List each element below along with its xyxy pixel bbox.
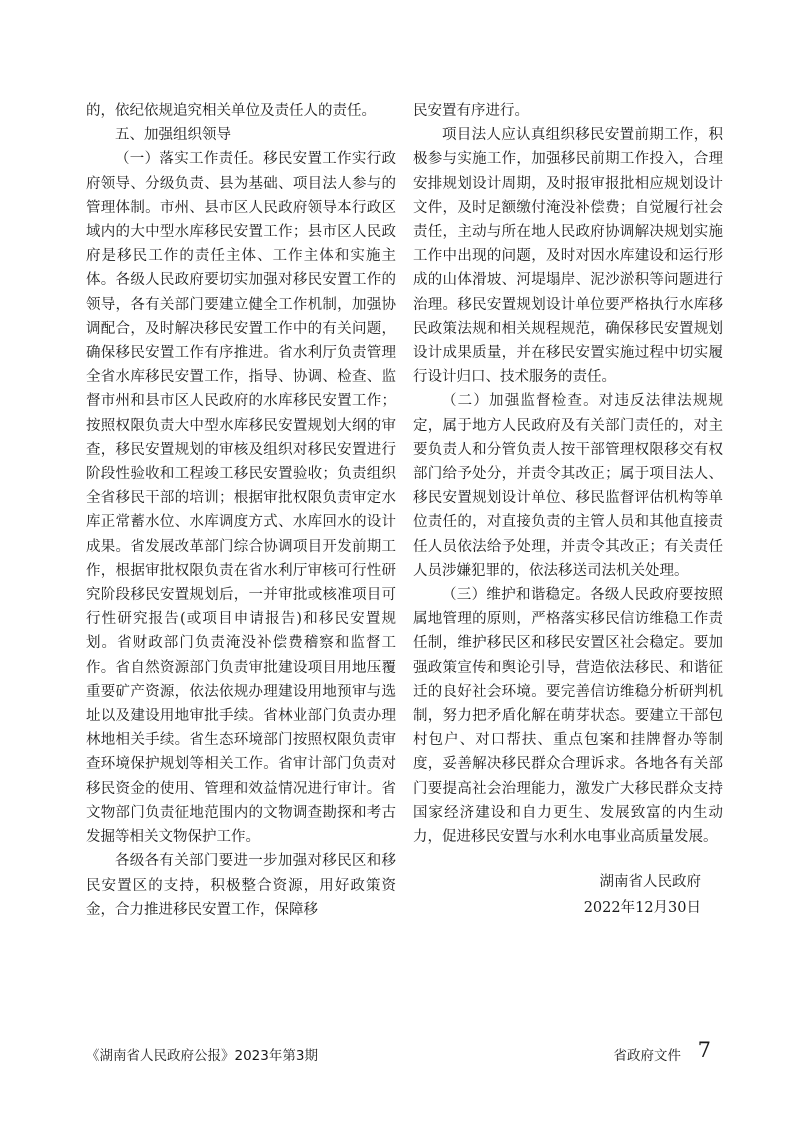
signature-organization: 湖南省人民政府: [599, 874, 701, 891]
paragraph: 项目法人应认真组织移民安置前期工作，积极参与实施工作，加强移民前期工作投入，合理安排规划设计周期，及时报审报批相应规划设计文件，及时足额缴付淹没补偿费；自觉履行社会责任，主动与所在地人民政府协调解决规划实施工作中出现的问题，及时对因水库建设和运行形成的山体滑坡、河堤塌岸、泥沙淤积等问题进行治理。移民安置规划设计单位要严格执行水库移民政策法规和相关规程规范，确保移民安置规划设计成果质量，并在移民安置实施过程中切实履行设计归口、技术服务的责任。: [413, 127, 723, 386]
section-heading: 五、加强组织领导: [115, 127, 231, 144]
subsection-label: （三）维护和谐稳定。: [442, 587, 591, 604]
signature-date: 2022年12月30日: [583, 900, 701, 917]
signature-block: [413, 869, 723, 921]
paragraph-text: 对违反法律法规规定，属于地方人民政府及有关部门责任的，对主要负责人和分管负责人按干部管理权限移交有权部门给予处分，并责令其改正；属于项目法人、移民安置规划设计单位、移民监督评估机构等单位责任的，对直接负责的主管人员和其他直接责任人员依法给予处理，并责令其改正；有关责任人员涉嫌犯罪的，依法移送司法机关处理。: [413, 393, 724, 579]
page-footer: [86, 1038, 711, 1066]
paragraph: 各级各有关部门要进一步加强对移民区和移民安置区的支持，积极整合资源，用好政策资金，合力推进移民安置工作，保障移: [86, 853, 396, 918]
paragraph: 的，依纪依规追究相关单位及责任人的责任。: [86, 103, 376, 119]
paragraph-text: 各级人民政府要按照属地管理的原则，严格落实移民信访维稳工作责任制，维护移民区和移民安置区社会稳定。要加强政策宣传和舆论引导，营造依法移民、和谐征迁的良好社会环境。要完善信访维稳分析研判机制，努力把矛盾化解在萌芽状态。要建立干部包村包户、对口帮扶、重点包案和挂牌督办等制度，妥善解决移民群众合理诉求。各地各有关部门要提高社会治理能力，激发广大移民群众支持国家经济建设和自力更生、发展致富的内生动力，促进移民安置与水利水电事业高质量发展。: [413, 587, 724, 846]
right-column: [413, 99, 723, 921]
page-number: 7: [697, 1038, 711, 1062]
paragraph: [413, 389, 723, 583]
subsection-label: （二）加强监督检查。: [442, 393, 599, 410]
paragraph: [86, 147, 396, 849]
paragraph: 民安置有序进行。: [413, 103, 529, 119]
left-column: [86, 99, 396, 922]
section-name: 省政府文件: [613, 1048, 681, 1064]
paragraph: [413, 583, 723, 849]
subsection-label: （一）落实工作责任。: [115, 151, 264, 168]
journal-title: 《湖南省人民政府公报》2023年第3期: [86, 1048, 318, 1064]
paragraph-text: 移民安置工作实行政府领导、分级负责、县为基础、项目法人参与的管理体制。市州、县市区人民政府领导本行政区域内的大中型水库移民安置工作；县市区人民政府是移民工作的责任主体、工作主体和实施主体。各级人民政府要切实加强对移民安置工作的领导，各有关部门要建立健全工作机制，加强协调配合，及时解决移民安置工作中的有关问题，确保移民安置工作有序推进。省水利厅负责管理全省水库移民安置工作，指导、协调、检查、监督市州和县市区人民政府的水库移民安置工作；按照权限负责大中型水库移民安置规划大纲的审查，移民安置规划的审核及组织对移民安置进行阶段性验收和工程竣工移民安置验收；负责组织全省移民干部的培训；根据审批权限负责审定水库正常蓄水位、水库调度方式、水库回水的设计成果。省发展改革部门综合协调项目开发前期工作，根据审批权限负责在省水利厅审核可行性研究阶段移民安置规划后，一并审批或核准项目可行性研究报告(或项目申请报告)和移民安置规划。省财政部门负责淹没补偿费稽察和监督工作。省自然资源部门负责审批建设项目用地压覆重要矿产资源，依法依规办理建设用地预审与选址以及建设用地审批手续。省林业部门负责办理林地相关手续。省生态环境部门按照权限负责审查环境保护规划等相关工作。省审计部门负责对移民资金的使用、管理和效益情况进行审计。省文物部门负责征地范围内的文物调查勘探和考古发掘等相关文物保护工作。: [86, 151, 397, 846]
